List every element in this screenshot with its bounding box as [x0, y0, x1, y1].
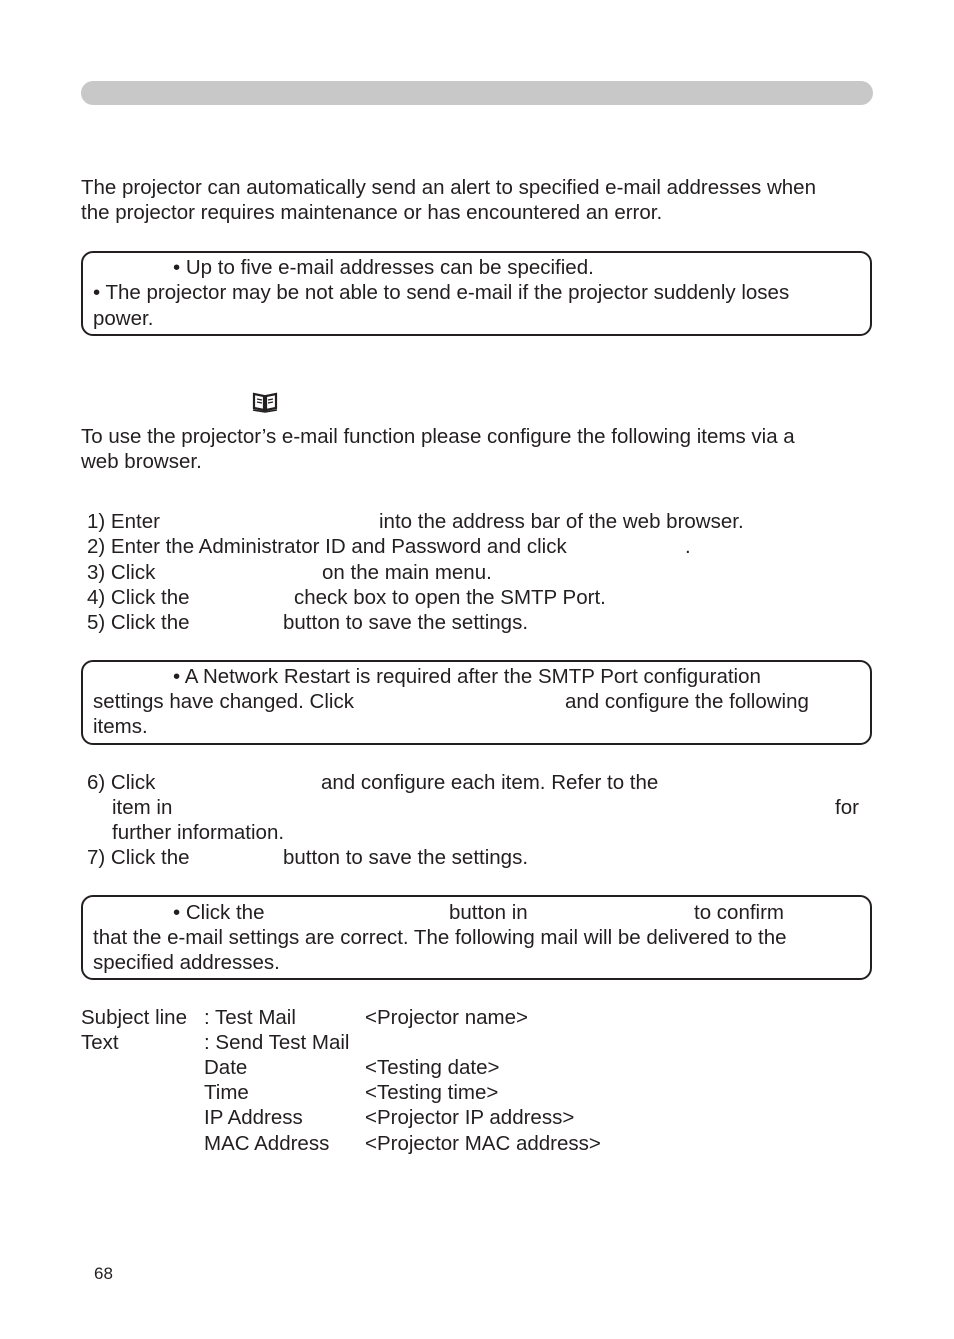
mail-subject-extra: <Projector name>	[365, 1006, 528, 1029]
mail-row-label: IP Address	[204, 1106, 303, 1129]
note1-line-1: • Up to five e-mail addresses can be specified.	[173, 256, 594, 279]
note3-line-2: that the e-mail settings are correct. The following mail will be delivered to the	[93, 926, 787, 949]
step-7-text-b: button to save the settings.	[283, 846, 529, 869]
section-line-2: web browser.	[81, 450, 202, 473]
step-5-text-a: 5) Click the	[87, 611, 190, 634]
note3-line-1a: • Click the	[173, 901, 265, 924]
note1-line-2: • The projector may be not able to send e-mail if the projector suddenly loses	[93, 281, 790, 304]
step-1-text-a: 1) Enter	[87, 510, 160, 533]
step-3-text-b: on the main menu.	[322, 561, 492, 584]
step-6-text-e: further information.	[112, 821, 285, 844]
mail-subject-label: Subject line	[81, 1006, 187, 1029]
step-2-text-b: .	[685, 535, 691, 558]
note3-line-3: specified addresses.	[93, 951, 280, 974]
mail-text-label: Text	[81, 1031, 119, 1054]
note1-line-3: power.	[93, 307, 154, 330]
note2-line-2a: settings have changed. Click	[93, 690, 354, 713]
mail-subject-value: : Test Mail	[204, 1006, 296, 1029]
step-4-text-a: 4) Click the	[87, 586, 190, 609]
step-1-text-b: into the address bar of the web browser.	[379, 510, 744, 533]
step-6-text-d: for	[835, 796, 859, 819]
intro-line-2: the projector requires maintenance or has encountered an error.	[81, 201, 663, 224]
page-number: 68	[94, 1264, 113, 1283]
step-3-text-a: 3) Click	[87, 561, 156, 584]
mail-row-label: Time	[204, 1081, 249, 1104]
section-header-bar	[81, 81, 873, 105]
note3-line-1c: to confirm	[694, 901, 784, 924]
section-line-1: To use the projector’s e-mail function please configure the following items via a	[81, 425, 795, 448]
step-6-text-b: and configure each item. Refer to the	[321, 771, 659, 794]
note3-line-1b: button in	[449, 901, 528, 924]
step-5-text-b: button to save the settings.	[283, 611, 529, 634]
mail-row-value: <Projector IP address>	[365, 1106, 575, 1129]
step-6-text-a: 6) Click	[87, 771, 156, 794]
step-4-text-b: check box to open the SMTP Port.	[294, 586, 606, 609]
step-6-text-c: item in	[112, 796, 173, 819]
note2-line-3: items.	[93, 715, 148, 738]
mail-row-label: Date	[204, 1056, 248, 1079]
note2-line-2b: and configure the following	[565, 690, 809, 713]
mail-row-value: <Testing time>	[365, 1081, 499, 1104]
intro-line-1: The projector can automatically send an alert to specified e-mail addresses when	[81, 176, 816, 199]
mail-row-value: <Projector MAC address>	[365, 1132, 601, 1155]
mail-text-value: : Send Test Mail	[204, 1031, 350, 1054]
mail-row-value: <Testing date>	[365, 1056, 500, 1079]
mail-row-label: MAC Address	[204, 1132, 330, 1155]
book-icon	[252, 391, 278, 413]
step-7-text-a: 7) Click the	[87, 846, 190, 869]
note2-line-1: • A Network Restart is required after the SMTP Port configuration	[173, 665, 761, 688]
step-2-text-a: 2) Enter the Administrator ID and Password and click	[87, 535, 567, 558]
